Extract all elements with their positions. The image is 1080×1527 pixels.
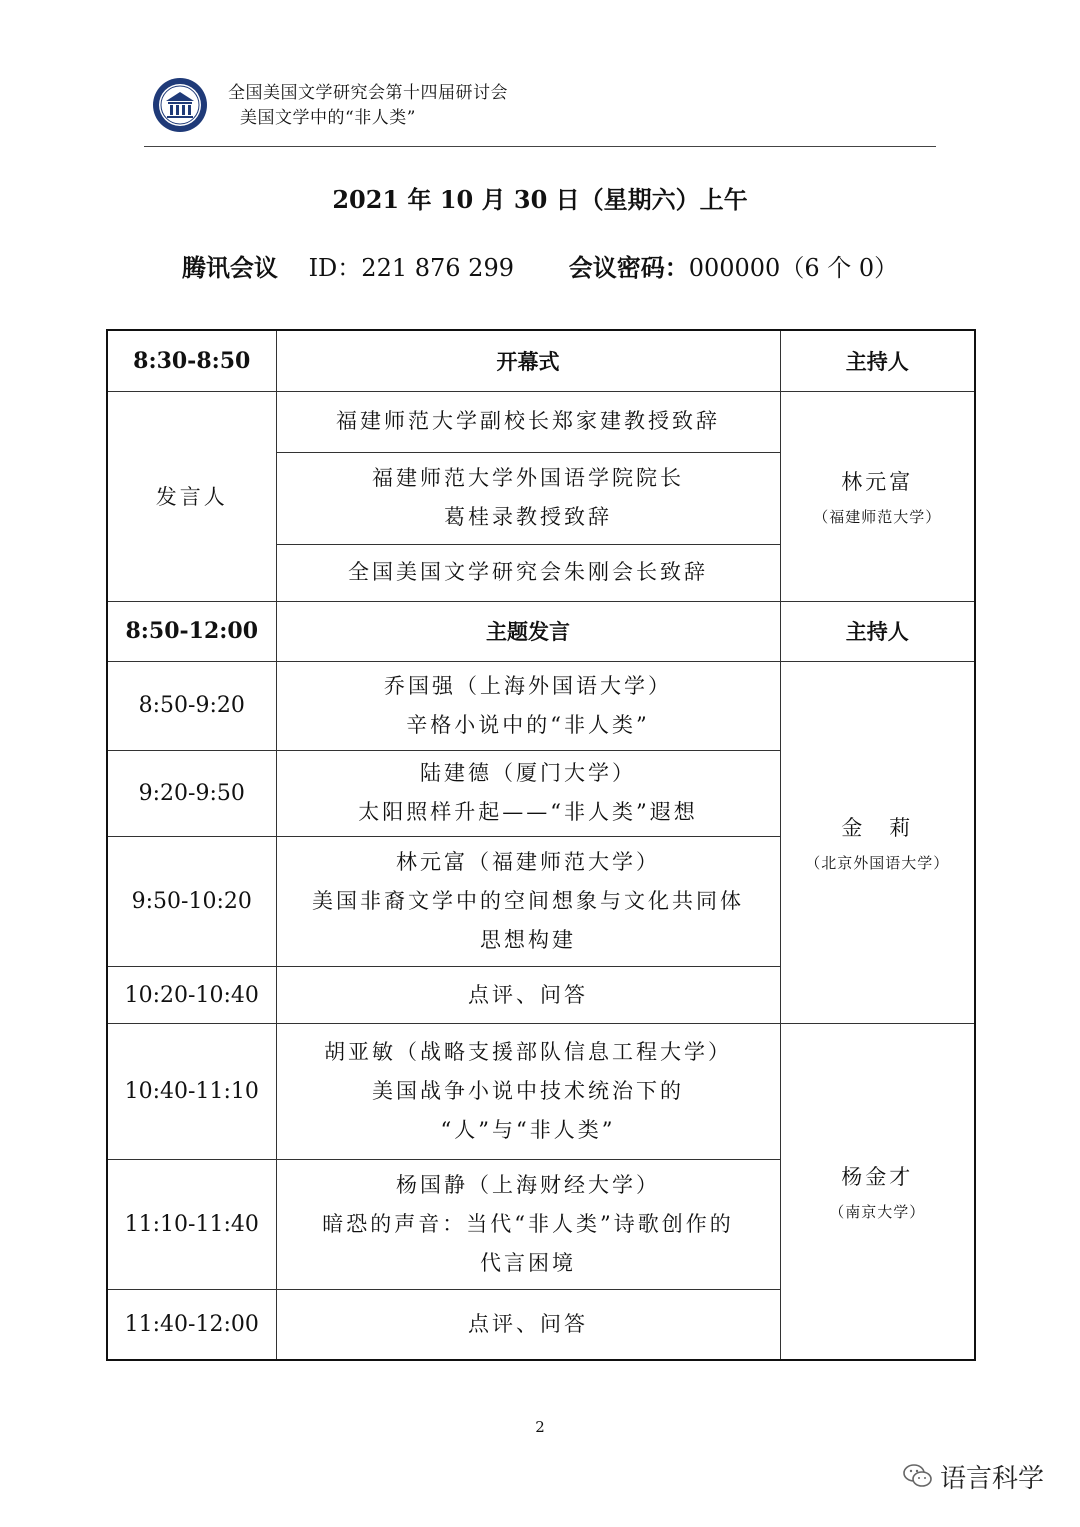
session-line: 杨国静（上海财经大学） bbox=[396, 1173, 660, 1198]
table-header-row bbox=[107, 330, 975, 391]
session-line: 暗恐的声音：当代“非人类”诗歌创作的 bbox=[322, 1212, 734, 1237]
session-line: 美国战争小说中技术统治下的 bbox=[372, 1079, 684, 1104]
host-name: 林元富 bbox=[841, 469, 914, 494]
opening-item bbox=[276, 544, 780, 601]
opening-item bbox=[276, 452, 780, 544]
opening-host bbox=[780, 391, 975, 601]
session-time: 10:40-11:10 bbox=[107, 1024, 276, 1160]
session-line: 胡亚敏（战略支援部队信息工程大学） bbox=[324, 1040, 732, 1065]
opening-item-line: 福建师范大学副校长郑家建教授致辞 bbox=[336, 409, 720, 434]
watermark-text: 语言科学 bbox=[940, 1464, 1045, 1494]
session-line: 思想构建 bbox=[480, 927, 576, 952]
meeting-password: 000000（6 个 0） bbox=[688, 254, 899, 282]
session-content bbox=[276, 661, 780, 750]
wechat-icon bbox=[903, 1463, 933, 1489]
keynote-title: 主题发言 bbox=[276, 601, 780, 661]
opening-host-label: 主持人 bbox=[780, 330, 975, 391]
conference-title: 全国美国文学研究会第十四届研讨会 bbox=[228, 83, 508, 103]
session-time: 9:50-10:20 bbox=[107, 836, 276, 966]
session-content bbox=[276, 1290, 780, 1360]
table-row bbox=[107, 661, 975, 750]
conference-theme: 美国文学中的“非人类” bbox=[240, 108, 416, 128]
session-line: “人”与“非人类” bbox=[440, 1118, 616, 1143]
session-time: 9:20-9:50 bbox=[107, 750, 276, 836]
meeting-label: 腾讯会议 bbox=[181, 253, 278, 282]
session-line: 点评、问答 bbox=[468, 1312, 588, 1337]
session-line: 陆建德（厦门大学） bbox=[420, 761, 636, 786]
date-heading: 2021 年 10 月 30 日（星期六）上午 bbox=[332, 185, 748, 214]
session-line: 代言困境 bbox=[480, 1251, 576, 1276]
session-time: 11:40-12:00 bbox=[107, 1290, 276, 1360]
session-content bbox=[276, 1160, 780, 1290]
table-row bbox=[107, 391, 975, 452]
schedule-table bbox=[106, 329, 976, 1361]
table-row bbox=[107, 1024, 975, 1160]
host-name: 杨金才 bbox=[841, 1165, 914, 1190]
session-line: 美国非裔文学中的空间想象与文化共同体 bbox=[312, 888, 744, 913]
host-affiliation: （南京大学） bbox=[829, 1203, 926, 1222]
page-number: 2 bbox=[535, 1418, 545, 1436]
session-time: 11:10-11:40 bbox=[107, 1160, 276, 1290]
meeting-password-label: 会议密码： bbox=[568, 253, 689, 282]
university-seal-icon bbox=[152, 77, 208, 133]
header-divider bbox=[144, 146, 936, 147]
session-line: 太阳照样升起——“非人类”遐想 bbox=[358, 800, 698, 825]
opening-item-line: 福建师范大学外国语学院院长 bbox=[372, 466, 684, 491]
session-line: 辛格小说中的“非人类” bbox=[406, 712, 650, 737]
opening-item bbox=[276, 391, 780, 452]
opening-title: 开幕式 bbox=[276, 330, 780, 391]
opening-time: 8:30-8:50 bbox=[107, 330, 276, 391]
opening-item-line: 葛桂录教授致辞 bbox=[444, 505, 612, 530]
session-time: 10:20-10:40 bbox=[107, 967, 276, 1024]
session-content bbox=[276, 836, 780, 966]
session-line: 乔国强（上海外国语大学） bbox=[384, 673, 672, 698]
session-content bbox=[276, 1024, 780, 1160]
session-host bbox=[780, 661, 975, 1023]
session-line: 林元富（福建师范大学） bbox=[396, 849, 660, 874]
table-header-row bbox=[107, 601, 975, 661]
host-affiliation: （北京外国语大学） bbox=[805, 853, 950, 872]
session-content bbox=[276, 967, 780, 1024]
host-affiliation: （福建师范大学） bbox=[813, 507, 942, 526]
session-host bbox=[780, 1024, 975, 1360]
meeting-id: ID：221 876 299 bbox=[308, 254, 514, 282]
meeting-info bbox=[0, 248, 1080, 283]
opening-item-line: 全国美国文学研究会朱刚会长致辞 bbox=[348, 560, 708, 585]
keynote-host-label: 主持人 bbox=[780, 601, 975, 661]
host-name: 金 莉 bbox=[841, 815, 914, 840]
session-time: 8:50-9:20 bbox=[107, 661, 276, 750]
speaker-label: 发言人 bbox=[107, 391, 276, 601]
session-line: 点评、问答 bbox=[468, 982, 588, 1007]
keynote-time: 8:50-12:00 bbox=[107, 601, 276, 661]
session-content bbox=[276, 750, 780, 836]
